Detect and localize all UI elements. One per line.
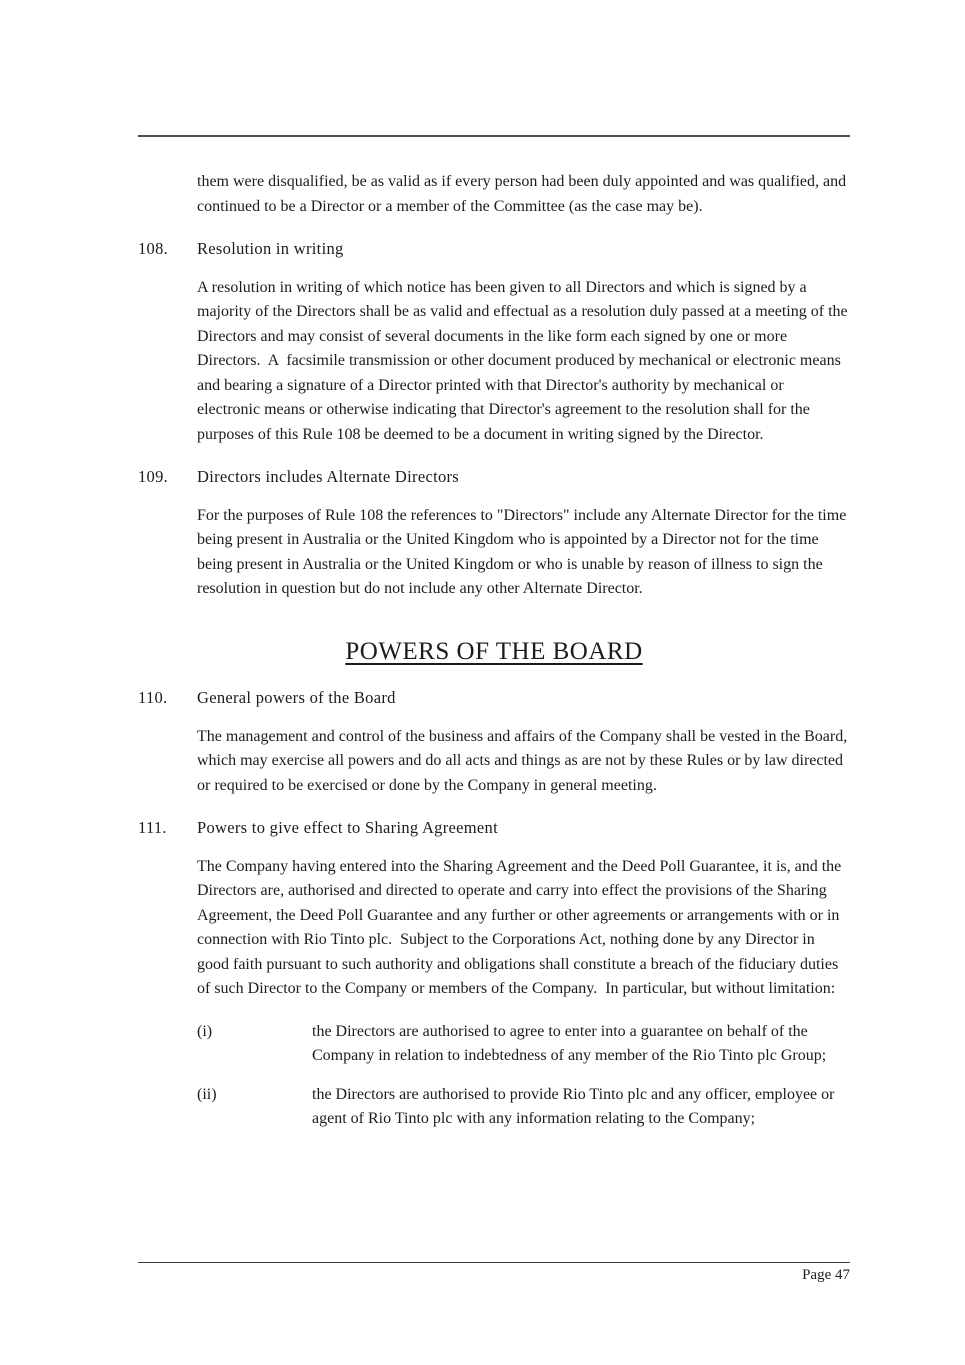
section-111 <box>138 816 850 1132</box>
section-heading <box>138 816 850 841</box>
section-110 <box>138 686 850 798</box>
subitem-label: (ii) <box>197 1085 217 1103</box>
subitem-text: the Directors are authorised to provide Rio Tinto plc and any officer, employee or agent of Rio Tinto plc with any information relating to the Company; <box>312 1085 839 1127</box>
section-109 <box>138 465 850 602</box>
section-heading <box>138 686 850 711</box>
section-body: The management and control of the business and affairs of the Company shall be vested in the Board, which may exercise all powers and do all acts and things as are not by these Rules or by law directed or required to be exercised or done by the Company in general meeting. <box>197 727 852 794</box>
page-number: Page 47 <box>802 1267 850 1283</box>
section-title: General powers of the Board <box>197 688 396 707</box>
section-body: A resolution in writing of which notice has been given to all Directors and which is signed by a majority of the Directors shall be as valid and effectual as a resolution duly passed at a meeting of the Directors and may consist of several documents in the like form each signed by one or more Directors. A facsimile transmission or other document produced by mechanical or electronic means and bearing a signature of a Director printed with that Director's authority by mechanical or electronic means or otherwise indicating that Director's agreement to the resolution shall for the purposes of this Rule 108 be deemed to be a document in writing signed by the Director. <box>197 278 852 443</box>
section-body: For the purposes of Rule 108 the references to "Directors" include any Alternate Director for the time being present in Australia or the United Kingdom who is appointed by a Director not for the time being present in Australia or the United Kingdom or who is unable by reason of illness to sign the resolution in question but do not include any other Alternate Director. <box>197 506 851 597</box>
section-number: 108. <box>138 239 169 258</box>
subitem-text: the Directors are authorised to agree to enter into a guarantee on behalf of the Company in relation to indebtedness of any member of the Rio Tinto plc Group; <box>312 1022 827 1064</box>
subitem-ii <box>197 1083 850 1132</box>
section-number: 111. <box>138 818 167 837</box>
section-108 <box>138 237 850 447</box>
document-content <box>138 170 850 1146</box>
section-number: 109. <box>138 467 169 486</box>
subitem-i <box>197 1020 850 1069</box>
section-number: 110. <box>138 688 168 707</box>
continuation-paragraph: them were disqualified, be as valid as if every person had been duly appointed and was qualified, and continued to be a Director or a member of the Committee (as the case may be). <box>197 173 851 215</box>
section-title: Powers to give effect to Sharing Agreement <box>197 818 498 837</box>
chapter-heading: POWERS OF THE BOARD <box>345 637 643 665</box>
section-title: Resolution in writing <box>197 239 344 258</box>
section-body: The Company having entered into the Sharing Agreement and the Deed Poll Guarantee, it is, and the Directors are, authorised and directed to operate and carry into effect the provisions of the Sharing Agreement, the Deed Poll Guarantee and any further or other agreements or arrangements with or in connection with Rio Tinto plc. Subject to the Corporations Act, nothing done by any Director in good faith pursuant to such authority and obligations shall constitute a breach of the fiduciary duties of such Director to the Company or members of the Company. In particular, but without limitation: <box>197 857 846 997</box>
section-title: Directors includes Alternate Directors <box>197 467 460 486</box>
subitem-list <box>197 1020 850 1132</box>
footer-rule <box>138 1262 850 1263</box>
subitem-label: (i) <box>197 1022 213 1040</box>
section-heading <box>138 465 850 490</box>
section-heading <box>138 237 850 262</box>
header-rule <box>138 135 850 137</box>
